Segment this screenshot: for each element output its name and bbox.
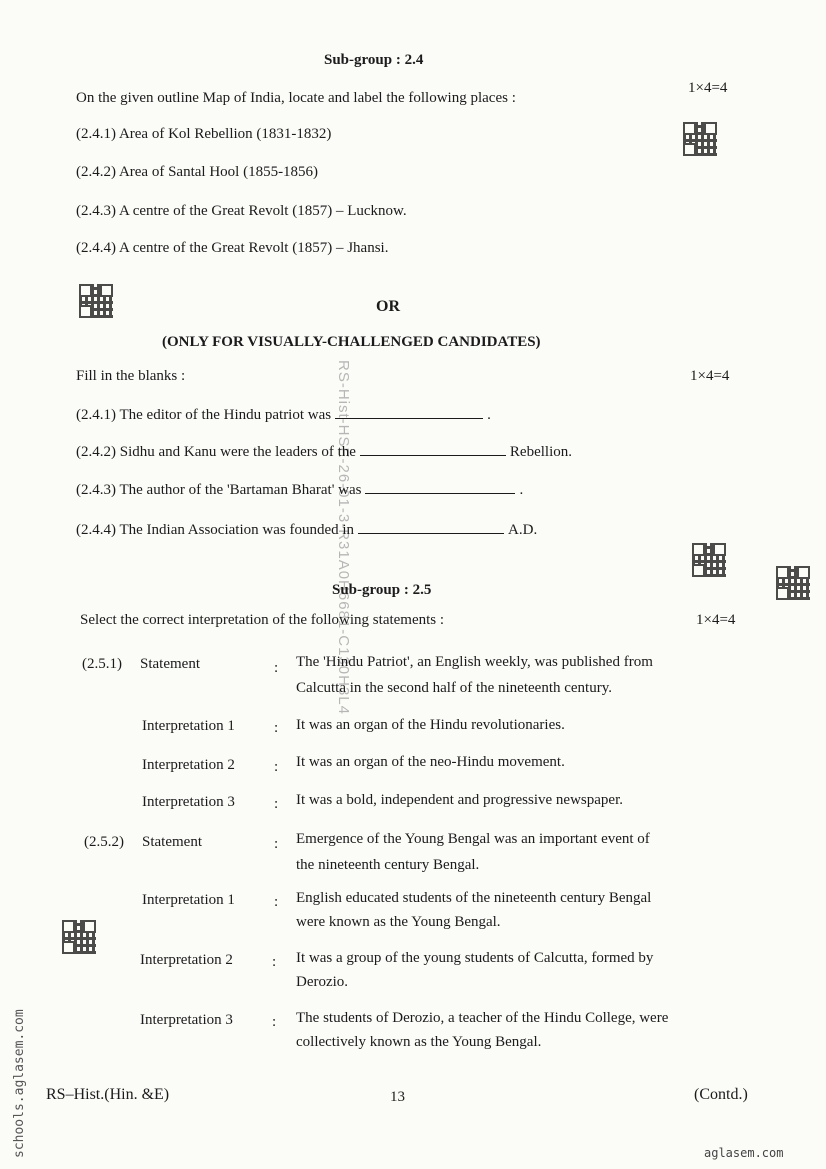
interpretation-label: Interpretation 1	[142, 718, 235, 734]
fill-blanks-instruction: Fill in the blanks :	[76, 368, 186, 384]
qr-code-icon	[62, 920, 96, 954]
fill-blank-item: (2.4.2) Sidhu and Kanu were the leaders of the Rebellion.	[76, 444, 572, 460]
qr-code-icon	[776, 566, 810, 600]
marks-label: 1×4=4	[688, 80, 728, 96]
page-number: 13	[390, 1089, 405, 1105]
statement-text: Emergence of the Young Bengal was an important event of	[296, 831, 650, 847]
answer-blank	[358, 521, 504, 534]
paper-code: RS–Hist.(Hin. &E)	[46, 1086, 170, 1103]
or-separator: OR	[376, 298, 400, 315]
map-question-item: (2.4.3) A centre of the Great Revolt (1857) – Lucknow.	[76, 203, 407, 219]
map-instruction: On the given outline Map of India, locate and label the following places :	[76, 90, 516, 106]
interpretation-text: It was a group of the young students of Calcutta, formed by	[296, 950, 654, 966]
subgroup-2-5-heading: Sub-group : 2.5	[332, 582, 432, 598]
interpretation-label: Interpretation 3	[140, 1012, 233, 1028]
bottom-site-watermark: aglasem.com	[704, 1146, 784, 1160]
statement-text: the nineteenth century Bengal.	[296, 857, 480, 873]
center-stamp-watermark: RS-Hist-HSE-26-01-3-R31A0H6681-C130H3L4	[335, 360, 352, 715]
colon: :	[272, 954, 277, 970]
interpretation-instruction: Select the correct interpretation of the following statements :	[80, 612, 445, 628]
question-number: (2.5.1)	[82, 656, 122, 672]
colon: :	[274, 894, 279, 910]
continued-label: (Contd.)	[694, 1086, 748, 1103]
fill-blank-item: (2.4.3) The author of the 'Bartaman Bharat' was .	[76, 482, 524, 498]
colon: :	[272, 1014, 277, 1030]
interpretation-label: Interpretation 2	[142, 757, 235, 773]
statement-label: Statement	[142, 834, 202, 850]
qr-code-icon	[683, 122, 717, 156]
colon: :	[274, 796, 279, 812]
colon: :	[274, 720, 279, 736]
marks-label: 1×4=4	[696, 612, 736, 628]
interpretation-text: Derozio.	[296, 974, 349, 990]
map-question-item: (2.4.4) A centre of the Great Revolt (1857) – Jhansi.	[76, 240, 389, 256]
fill-blank-item: (2.4.4) The Indian Association was founded in A.D.	[76, 522, 538, 538]
question-number: (2.5.2)	[84, 834, 124, 850]
visually-challenged-heading: (ONLY FOR VISUALLY-CHALLENGED CANDIDATES)	[162, 334, 541, 350]
colon: :	[274, 836, 279, 852]
qr-code-icon	[79, 284, 113, 318]
answer-blank	[360, 443, 506, 456]
statement-label: Statement	[140, 656, 200, 672]
subgroup-2-4-heading: Sub-group : 2.4	[324, 52, 424, 68]
interpretation-text: English educated students of the nineteenth century Bengal	[296, 890, 652, 906]
colon: :	[274, 660, 279, 676]
answer-blank	[365, 481, 515, 494]
map-question-item: (2.4.1) Area of Kol Rebellion (1831-1832)	[76, 126, 332, 142]
qr-code-icon	[692, 543, 726, 577]
interpretation-text: collectively known as the Young Bengal.	[296, 1034, 542, 1050]
answer-blank	[335, 406, 483, 419]
marks-label: 1×4=4	[690, 368, 730, 384]
interpretation-label: Interpretation 3	[142, 794, 235, 810]
colon: :	[274, 759, 279, 775]
interpretation-text: It was a bold, independent and progressive newspaper.	[296, 792, 623, 808]
interpretation-label: Interpretation 2	[140, 952, 233, 968]
interpretation-label: Interpretation 1	[142, 892, 235, 908]
statement-text: Calcutta in the second half of the nineteenth century.	[296, 680, 612, 696]
side-site-watermark: schools.aglasem.com	[12, 1009, 27, 1158]
fill-blank-item: (2.4.1) The editor of the Hindu patriot was .	[76, 407, 491, 423]
statement-text: The 'Hindu Patriot', an English weekly, was published from	[296, 654, 653, 670]
interpretation-text: It was an organ of the neo-Hindu movement.	[296, 754, 565, 770]
map-question-item: (2.4.2) Area of Santal Hool (1855-1856)	[76, 164, 319, 180]
interpretation-text: The students of Derozio, a teacher of the Hindu College, were	[296, 1010, 669, 1026]
interpretation-text: were known as the Young Bengal.	[296, 914, 501, 930]
interpretation-text: It was an organ of the Hindu revolutionaries.	[296, 717, 565, 733]
